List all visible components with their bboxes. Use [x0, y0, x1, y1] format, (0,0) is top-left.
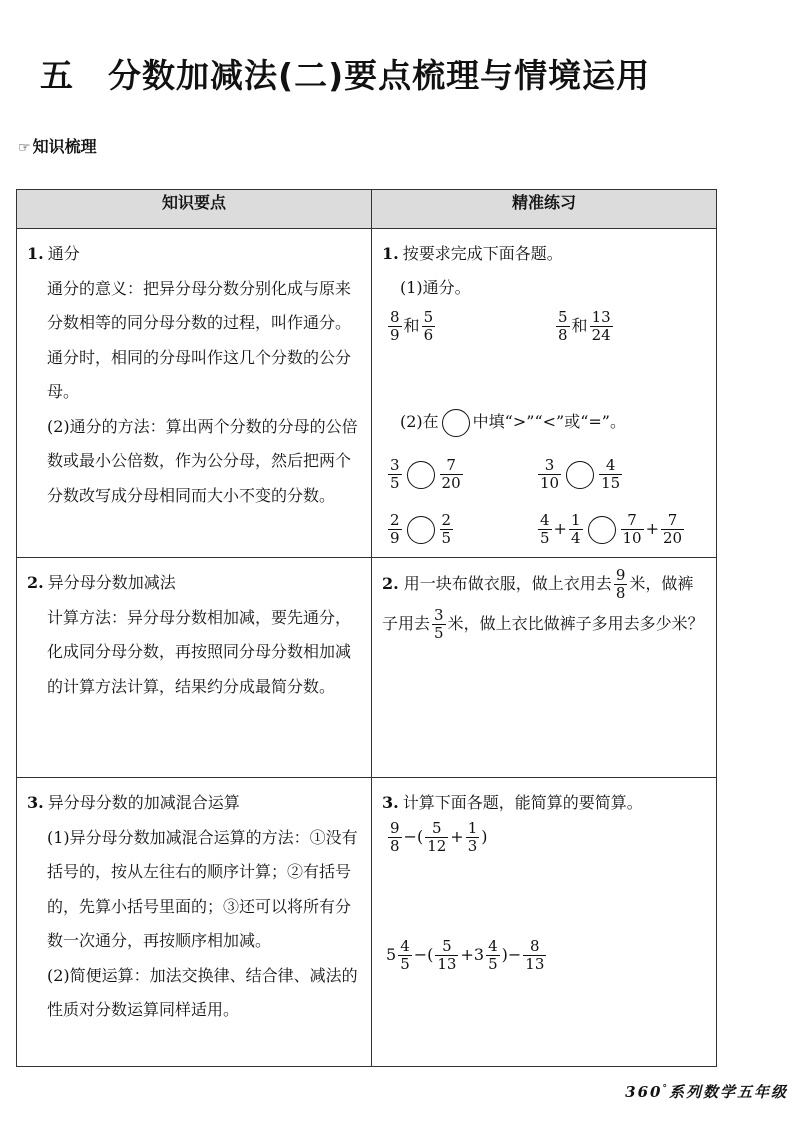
- compare-1: $\frac{3}{5}$ $\frac{7}{20}$: [390, 456, 461, 492]
- knowledge-1-p1: 通分的意义：把异分母分数分别化成与原来分数相等的同分母分数的过程，叫作通分。通分时，相同的分母叫作这几个分数的公分母。: [47, 278, 352, 401]
- knowledge-2-p1: 计算方法：异分母分数相加减，要先通分，化成同分母分数，再按照同分母分数相加减的计算方法计算，结果约分成最简分数。: [47, 607, 352, 696]
- pointing-hand-icon: ☞: [18, 140, 31, 156]
- knowledge-2-title: 2. 异分母分数加减法: [27, 573, 176, 592]
- header-practice: 精准练习: [372, 190, 717, 229]
- practice-cell-3: [372, 778, 717, 1067]
- answer-circle[interactable]: [407, 516, 435, 544]
- question-1-sub2: (2)在 中填“>”“<”或“=”。: [382, 405, 626, 439]
- section-label: 知识梳理: [32, 137, 97, 156]
- compare-2: $\frac{3}{10}$ $\frac{4}{15}$: [540, 456, 621, 492]
- knowledge-cell-3: [17, 778, 372, 1067]
- chapter-number: 五: [40, 56, 74, 95]
- answer-circle[interactable]: [566, 461, 594, 489]
- frac-pair-1: $\frac{8}{9}$ 和 $\frac{5}{6}$: [390, 308, 434, 344]
- knowledge-cell-1: [17, 229, 372, 558]
- section-heading: [18, 134, 97, 157]
- question-3-text: 3. 计算下面各题，能简算的要简算。: [382, 793, 643, 812]
- question-1-text: 1. 按要求完成下面各题。: [382, 244, 563, 263]
- compare-circle-icon: [442, 409, 470, 437]
- knowledge-3-title: 3. 异分母分数的加减混合运算: [27, 793, 240, 812]
- knowledge-3-p1: (1)异分母分数加减混合运算的方法：①没有括号的，按从左往右的顺序计算；②有括号的，先算小括号里面的；③还可以将所有分数一次通分，再按顺序相加减。: [47, 827, 358, 950]
- compare-4: $\frac{4}{5}$ + $\frac{1}{4}$ $\frac{7}{10}$ + $\frac{7}{20}$: [540, 511, 683, 547]
- practice-cell-1: [372, 229, 717, 558]
- expression-2: 5 $\frac{4}{5}$ −( $\frac{5}{13}$ +3 $\frac{4}{5}$ )− $\frac{8}{13}$: [386, 937, 545, 973]
- knowledge-1-p2: (2)通分的方法：算出两个分数的分母的公倍数或最小公倍数，作为公分母，然后把两个分数改写成分母相同而大小不变的分数。: [47, 416, 358, 505]
- answer-circle[interactable]: [588, 516, 616, 544]
- knowledge-3-p2: (2)简便运算：加法交换律、结合律、减法的性质对分数运算同样适用。: [47, 965, 358, 1019]
- expression-1: $\frac{9}{8}$ −( $\frac{5}{12}$ + $\frac{1}{3}$ ): [390, 819, 488, 855]
- knowledge-1-title: 1. 通分: [27, 244, 80, 263]
- chapter-title: 分数加减法(二)要点梳理与情境运用: [108, 56, 651, 95]
- page-title: [40, 50, 650, 97]
- compare-3: $\frac{2}{9}$ $\frac{2}{5}$: [390, 511, 452, 547]
- knowledge-cell-2: [17, 558, 372, 778]
- answer-circle[interactable]: [407, 461, 435, 489]
- knowledge-table: [16, 189, 717, 1067]
- footer-series: 360°系列数学五年级: [625, 1083, 788, 1101]
- question-2-text: 2. 用一块布做衣服，做上衣用去 $\frac{9}{8}$ 米，做裤子用去 $\frac{3}{5}$ 米，做上衣比做裤子多用去多少米？: [382, 566, 704, 642]
- header-knowledge-points: 知识要点: [17, 190, 372, 229]
- frac-pair-2: $\frac{5}{8}$ 和 $\frac{13}{24}$: [558, 308, 611, 344]
- practice-cell-2: [372, 558, 717, 778]
- question-1-sub1: (1)通分。: [400, 278, 471, 297]
